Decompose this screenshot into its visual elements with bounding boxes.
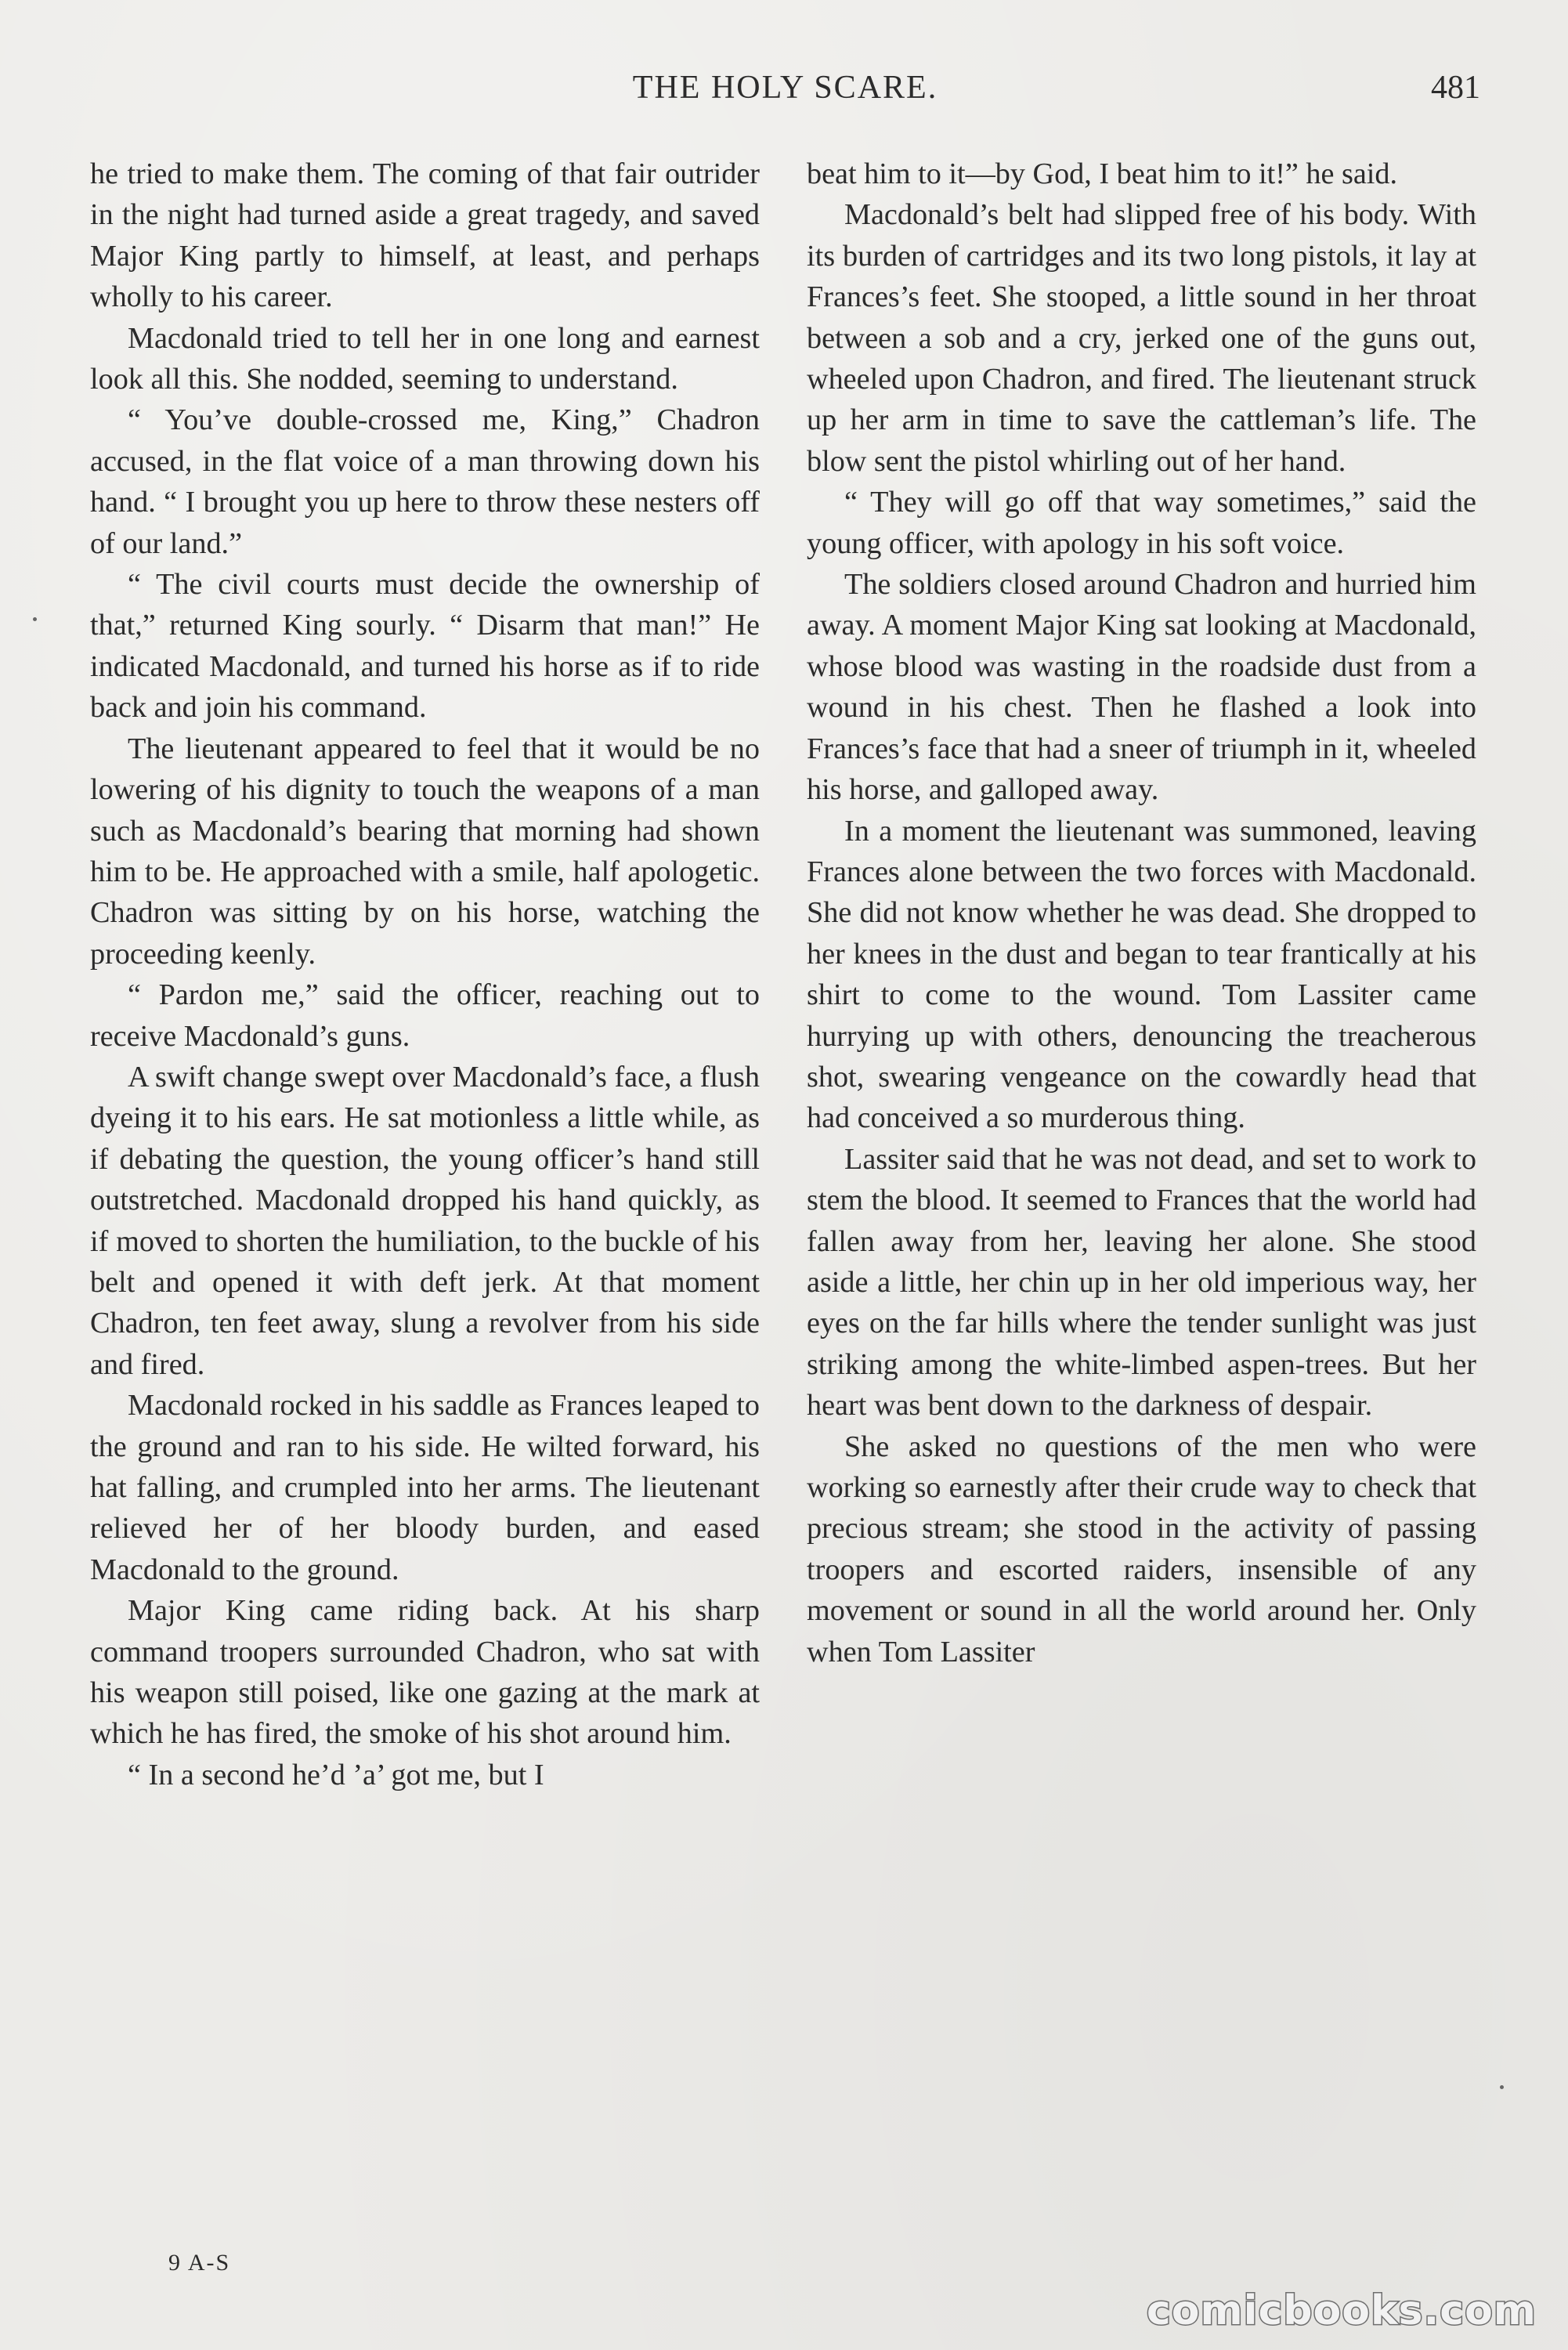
running-title: THE HOLY SCARE. [632, 70, 938, 106]
paragraph: The soldiers closed around Chadron and hurried him away. A moment Major King sat looking at Macdonald, whose blood was wasting in the roadside dust from a wound in his chest. Then he flashed a look into Frances’s face that had a sneer of triumph in it, wheeled his horse, and galloped away. [807, 568, 1476, 807]
right-column [807, 154, 1476, 1672]
paragraph: A swift change swept over Macdonald’s face, a flush dyeing it to his ears. He sat motionless a little while, as if debating the question, the young officer’s hand still outstretched. Macdonald dropped his hand quickly, as if moved to shorten the humiliation, to the buckle of his belt and opened it with deft jerk. At that moment Chadron, ten feet away, slung a revolver from his side and fired. [90, 1060, 760, 1381]
paragraph: Macdonald’s belt had slipped free of his body. With its burden of cartridges and its two long pistols, it lay at Frances’s feet. She stooped, a little sound in her throat between a sob and a cry, jerked one of the guns out, wheeled upon Chadron, and fired. The lieutenant struck up her arm in time to save the cattleman’s life. The blow sent the pistol whirling out of her hand. [807, 198, 1476, 478]
print-speck [33, 617, 37, 621]
paragraph: Macdonald tried to tell her in one long and earnest look all this. She nodded, seeming to understand. [90, 321, 760, 396]
paragraph: he tried to make them. The coming of that fair outrider in the night had turned aside a great tragedy, and saved Major King partly to himself, at least, and perhaps wholly to his career. [90, 157, 760, 314]
paragraph: Major King came riding back. At his sharp command troopers surrounded Chadron, who sat with his weapon still poised, like one gazing at the mark at which he has fired, the smoke of his shot around him. [90, 1594, 760, 1751]
paragraph: Lassiter said that he was not dead, and set to work to stem the blood. It seemed to Frances that the world had fallen away from her, leaving her alone. She stood aside a little, her chin up in her old imperious way, her eyes on the far hills where the tender sunlight was just striking among the white-limbed aspen-trees. But her heart was bent down to the darkness of despair. [807, 1142, 1476, 1423]
paragraph: “ Pardon me,” said the officer, reaching out to receive Macdonald’s guns. [90, 978, 760, 1053]
left-column [90, 154, 760, 1795]
watermark: comicbooks.com [1146, 2287, 1537, 2334]
paragraph: The lieutenant appeared to feel that it would be no lowering of his dignity to touch the weapons of a man such as Macdonald’s bearing that morning had shown him to be. He approached with a smile, half apologetic. Chadron was sitting by on his horse, watching the proceeding keenly. [90, 732, 760, 971]
paragraph: beat him to it—by God, I beat him to it!” he said. [807, 157, 1398, 190]
paragraph: “ They will go off that way sometimes,” said the young officer, with apology in his soft voice. [807, 486, 1476, 560]
print-speck [1500, 2085, 1504, 2089]
paragraph: “ You’ve double-crossed me, King,” Chadron accused, in the flat voice of a man throwing down his hand. “ I brought you up here to throw these nesters off of our land.” [90, 403, 760, 560]
printer-signature: 9 A-S [168, 2250, 231, 2276]
paragraph: Macdonald rocked in his saddle as Frances leaped to the ground and ran to his side. He wilted forward, his hat falling, and crumpled into her arms. The lieutenant relieved her of her bloody burden, and eased Macdonald to the ground. [90, 1389, 760, 1586]
paragraph: She asked no questions of the men who were working so earnestly after their crude way to check that precious stream; she stood in the activity of passing troopers and escorted raiders, insensible of any movement or sound in all the world around her. Only when Tom Lassiter [807, 1430, 1476, 1668]
paragraph: In a moment the lieutenant was summoned, leaving Frances alone between the two forces with Macdonald. She did not know whether he was dead. She dropped to her knees in the dust and began to tear frantically at his shirt to come to the wound. Tom Lassiter came hurrying up with others, denouncing the treacherous shot, swearing vengeance on the cowardly head that had conceived a so murderous thing. [807, 814, 1476, 1135]
page-header [90, 69, 1480, 116]
paragraph: “ The civil courts must decide the ownership of that,” returned King sourly. “ Disarm that man!” He indicated Macdonald, and turned his horse as if to ride back and join his command. [90, 568, 760, 725]
paragraph: “ In a second he’d ’a’ got me, but I [128, 1758, 544, 1791]
page-number: 481 [1431, 70, 1480, 106]
